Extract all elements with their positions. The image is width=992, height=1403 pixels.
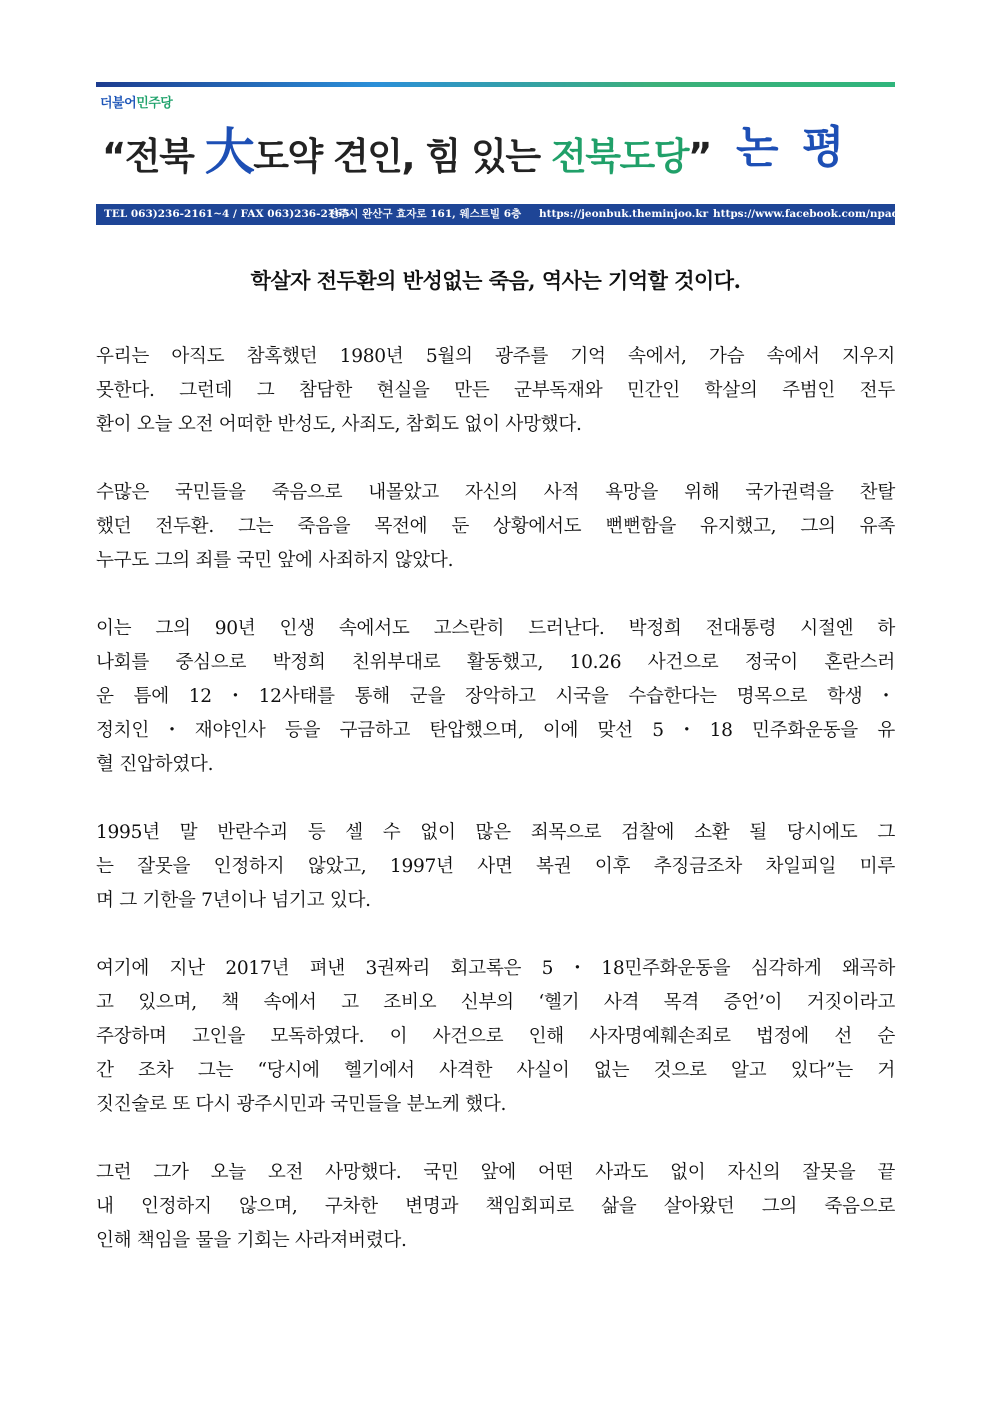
body-line: 주장하며 고인을 모독하였다. 이 사건으로 인해 사자명예훼손죄로 법정에 선 순 <box>96 1026 895 1047</box>
body-line: 짓진술로 또 다시 광주시민과 국민들을 분노케 했다. <box>96 1094 507 1115</box>
paragraph-1 <box>96 340 895 442</box>
paragraph-4 <box>96 816 895 918</box>
document-body <box>96 340 895 1292</box>
slogan-open-quote: “ <box>102 135 125 178</box>
document-title: 학살자 전두환의 반성없는 죽음, 역사는 기억할 것이다. <box>250 268 741 293</box>
body-line: 1995년 말 반란수괴 등 셀 수 없이 많은 죄목으로 검찰에 소환 될 당시에도 그 <box>96 822 895 843</box>
slogan-close-quote: ” <box>687 135 711 178</box>
body-line: 이는 그의 90년 인생 속에서도 고스란히 드러난다. 박정희 전대통령 시절엔 하 <box>96 618 895 639</box>
paragraph-5 <box>96 952 895 1122</box>
document-type-label: 논 평 <box>736 122 849 173</box>
slogan-big-char: 大 <box>204 123 254 181</box>
slogan-part2: 도약 견인, 힘 있는 <box>253 135 551 178</box>
body-line: 수많은 국민들을 죽음으로 내몰았고 자신의 사적 욕망을 위해 국가권력을 찬탈 <box>96 482 895 503</box>
body-line: 는 잘못을 인정하지 않았고, 1997년 사면 복권 이후 추징금조차 차일피일 미루 <box>96 856 895 877</box>
body-line: 정치인・재야인사 등을 구금하고 탄압했으며, 이에 맞선 5・18 민주화운동을 유 <box>96 720 895 741</box>
header-gradient-line <box>96 82 895 87</box>
body-line: 여기에 지난 2017년 펴낸 3권짜리 회고록은 5・18민주화운동을 심각하게 왜곡하 <box>96 958 895 979</box>
contact-website-link[interactable]: https://jeonbuk.theminjoo.kr <box>539 208 709 220</box>
body-line: 누구도 그의 죄를 국민 앞에 사죄하지 않았다. <box>96 550 454 571</box>
body-line: 운 틈에 12・12사태를 통해 군을 장악하고 시국을 수습한다는 명목으로 학생・ <box>96 686 895 707</box>
body-line: 그런 그가 오늘 오전 사망했다. 국민 앞에 어떤 사과도 없이 자신의 잘못을 끝 <box>96 1162 895 1183</box>
body-line: 고 있으며, 책 속에서 고 조비오 신부의 ‘헬기 사격 목격 증언’이 거짓이라고 <box>96 992 895 1013</box>
body-line: 했던 전두환. 그는 죽음을 목전에 둔 상황에서도 뻔뻔함을 유지했고, 그의 유족 <box>96 516 895 537</box>
contact-phone: TEL 063)236-2161~4 / FAX 063)236-2165 <box>104 208 350 220</box>
body-line: 혈 진압하였다. <box>96 754 214 775</box>
body-line: 며 그 기한을 7년이나 넘기고 있다. <box>96 890 371 911</box>
slogan-part1: 전북 <box>124 135 205 178</box>
party-logo-main: 더불어 <box>100 96 137 111</box>
body-line: 환이 오늘 오전 어떠한 반성도, 사죄도, 참회도 없이 사망했다. <box>96 414 582 435</box>
body-line: 인해 책임을 물을 기회는 사라져버렸다. <box>96 1230 407 1251</box>
slogan-green-text: 전북도당 <box>550 135 688 178</box>
paragraph-2 <box>96 476 895 578</box>
paragraph-3 <box>96 612 895 782</box>
paragraph-6 <box>96 1156 895 1258</box>
body-line: 간 조차 그는 “당시에 헬기에서 사격한 사실이 없는 것으로 알고 있다”는 거 <box>96 1060 895 1081</box>
body-line: 내 인정하지 않으며, 구차한 변명과 책임회피로 삶을 살아왔던 그의 죽음으로 <box>96 1196 895 1217</box>
party-logo-accent: 민주당 <box>136 96 173 111</box>
contact-bar <box>96 204 911 225</box>
body-line: 나회를 중심으로 박정희 친위부대로 활동했고, 10.26 사건으로 정국이 혼란스러 <box>96 652 895 673</box>
slogan <box>102 122 711 182</box>
body-line: 우리는 아직도 참혹했던 1980년 5월의 광주를 기억 속에서, 가슴 속에서 지우지 <box>96 346 895 367</box>
body-line: 못한다. 그런데 그 참담한 현실을 만든 군부독재와 민간인 학살의 주범인 전두 <box>96 380 895 401</box>
party-logo <box>100 92 172 111</box>
contact-address: 전주시 완산구 효자로 161, 웨스트빌 6층 <box>328 208 522 220</box>
contact-facebook-link[interactable]: https://www.facebook.com/npadjb <box>713 208 911 220</box>
